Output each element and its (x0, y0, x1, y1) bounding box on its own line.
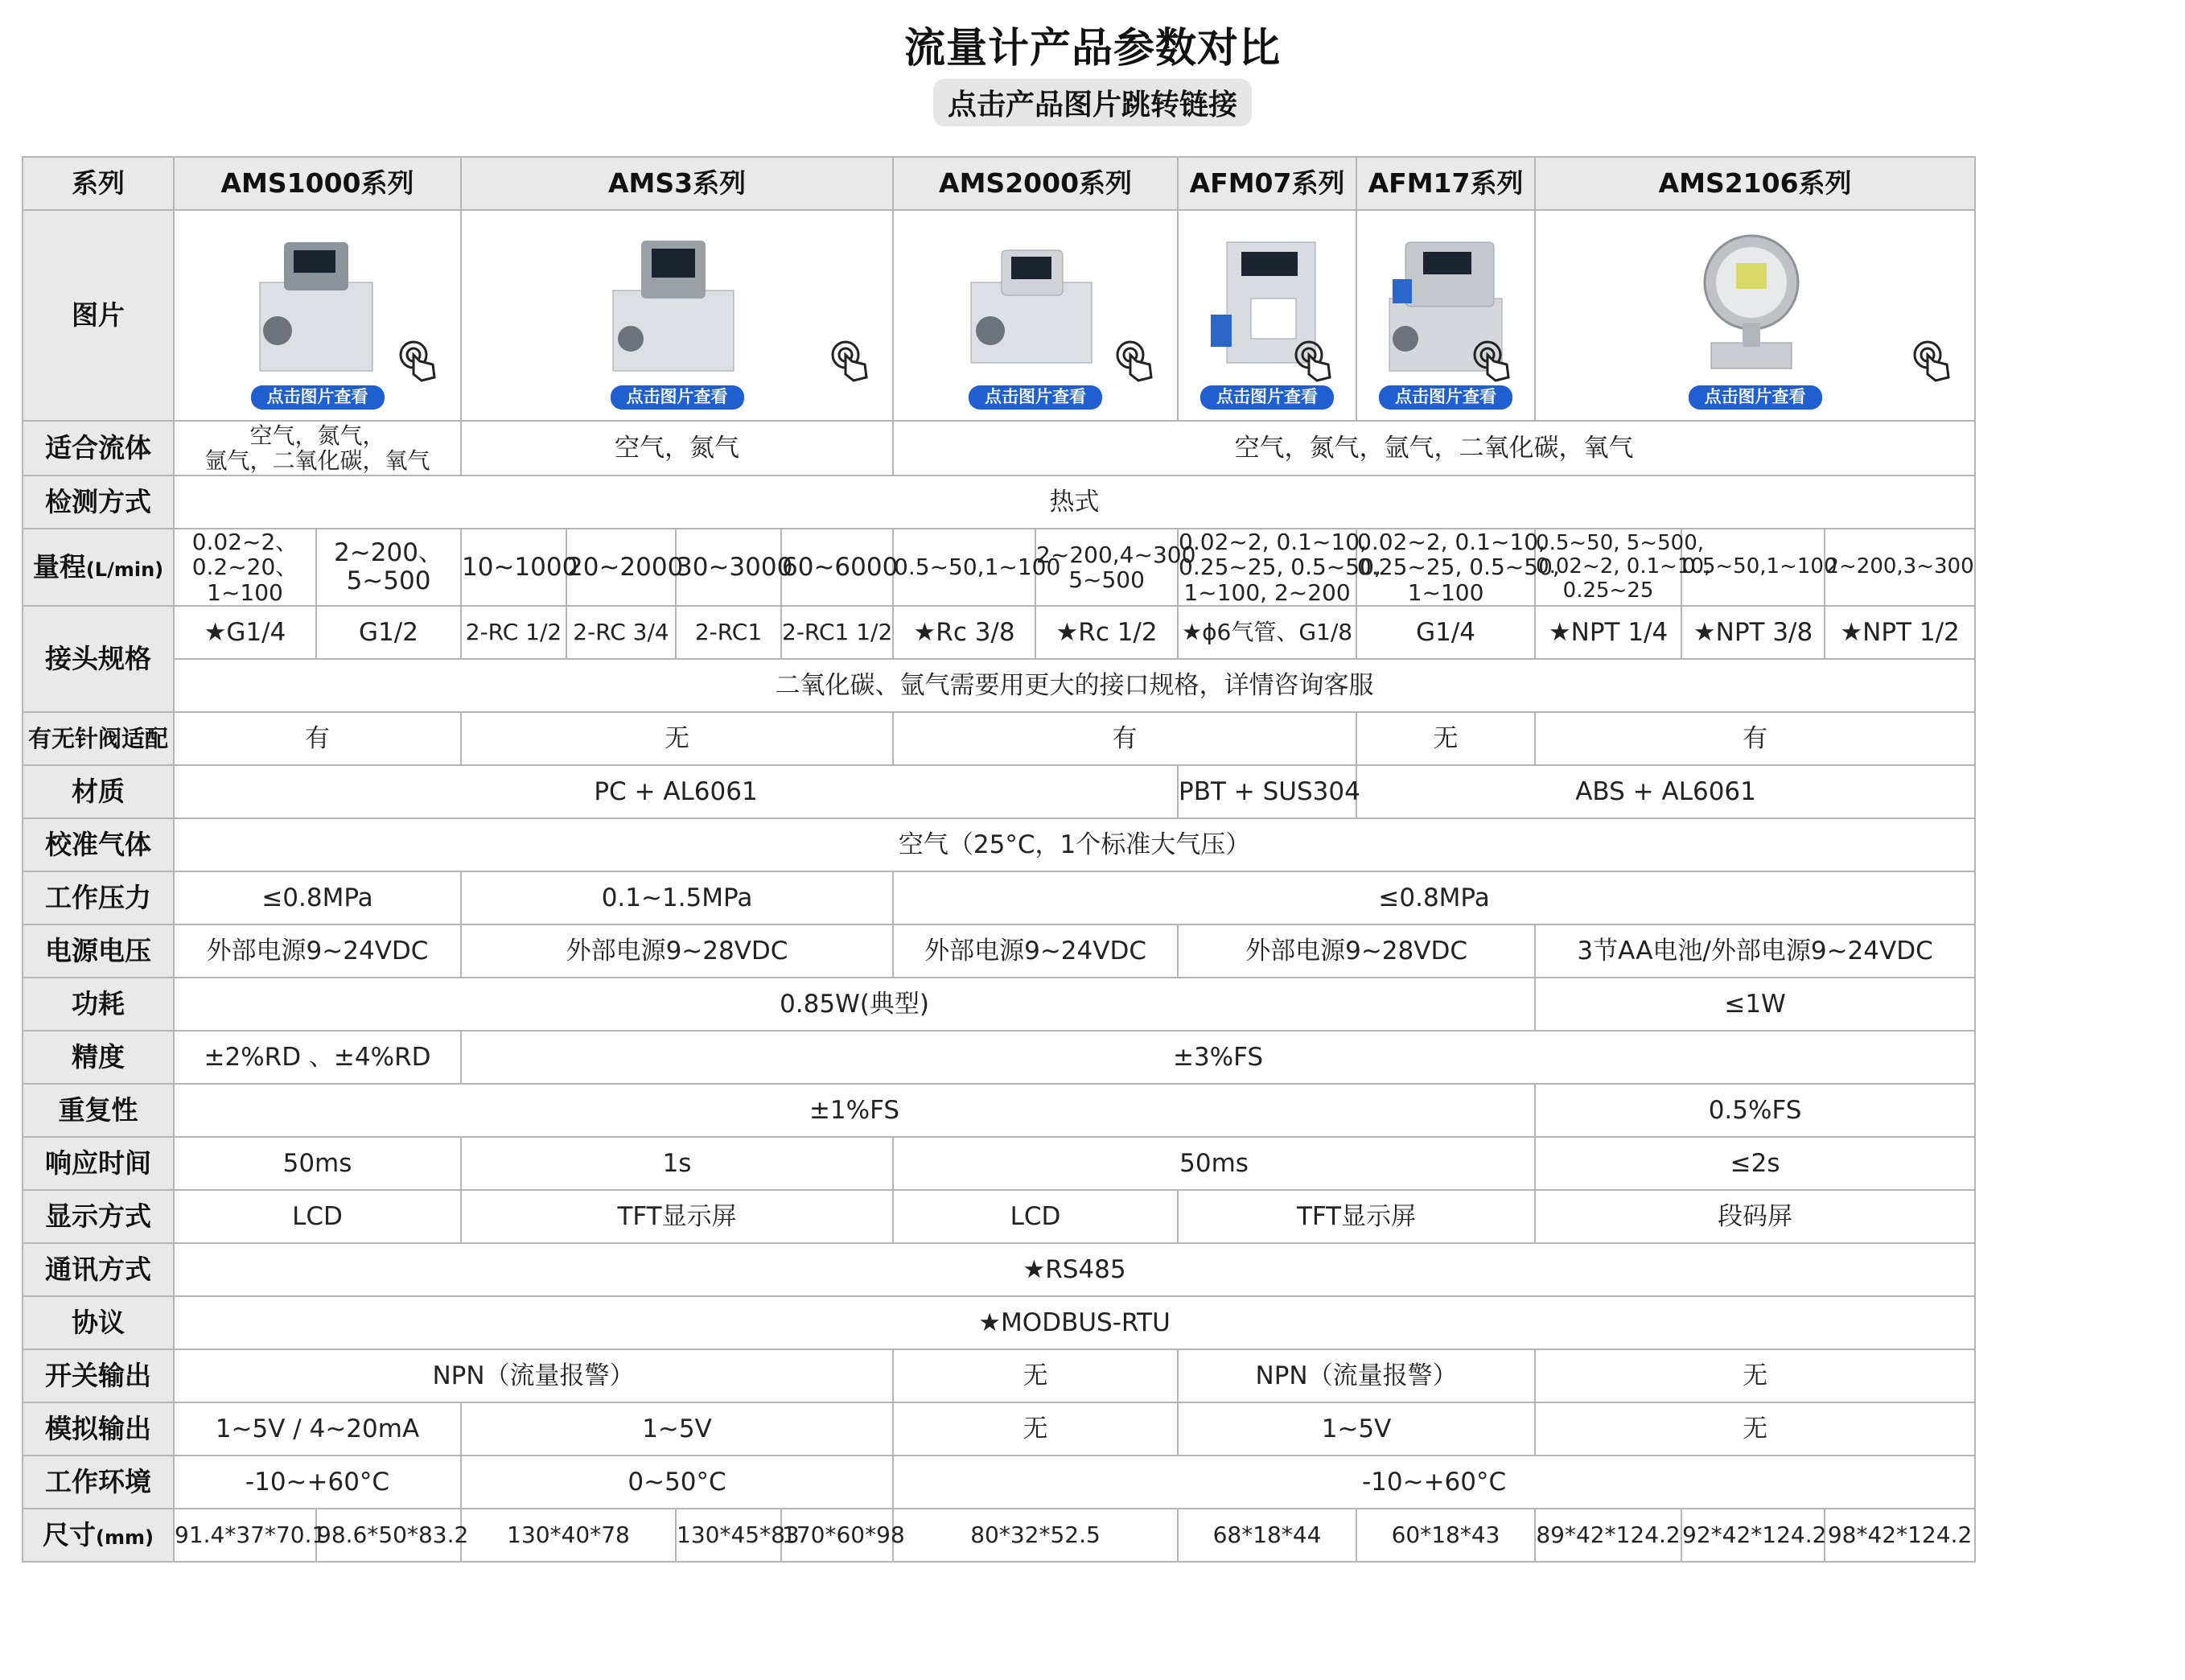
accuracy-b: ±3%FS (461, 1031, 1975, 1084)
analog-e: 无 (1535, 1402, 1975, 1456)
size-c2: 98.6*50*83.2 (316, 1509, 461, 1562)
size-c12: 92*42*124.2 (1681, 1509, 1825, 1562)
needle-afm17: 无 (1356, 712, 1535, 765)
conn-c5: 2-RC1 (676, 606, 781, 659)
page-title: 流量计产品参数对比 (903, 25, 1281, 72)
size-c1: 91.4*37*70.1 (174, 1509, 316, 1562)
row-needle (23, 712, 1975, 765)
label-accuracy: 精度 (23, 1031, 174, 1084)
row-picture (23, 210, 1975, 421)
voltage-d: 外部电源9~28VDC (1178, 924, 1535, 978)
label-protocol: 协议 (23, 1296, 174, 1349)
row-repeat (23, 1084, 1975, 1137)
analog-c: 无 (893, 1402, 1178, 1456)
size-c5: 130*45*83 (676, 1509, 781, 1562)
label-power: 功耗 (23, 978, 174, 1031)
comparison-table (22, 156, 1976, 1563)
label-repeat: 重复性 (23, 1084, 174, 1137)
range-c5: 30~3000 (676, 529, 781, 606)
fluid-rest: 空气，氮气，氩气，二氧化碳，氧气 (893, 421, 1975, 476)
conn-c11: ★NPT 1/4 (1535, 606, 1681, 659)
label-series: 系列 (23, 157, 174, 210)
size-c10: 60*18*43 (1356, 1509, 1535, 1562)
tap-hand-icon (1910, 339, 1955, 384)
picture-ams2000[interactable] (893, 210, 1178, 421)
needle-ams3: 无 (461, 712, 893, 765)
material-c: ABS + AL6061 (1356, 765, 1975, 818)
display-a: LCD (174, 1190, 461, 1243)
conn-c3: 2-RC 1/2 (461, 606, 566, 659)
size-c7: 80*32*52.5 (893, 1509, 1178, 1562)
accuracy-a: ±2%RD 、±4%RD (174, 1031, 461, 1084)
label-display: 显示方式 (23, 1190, 174, 1243)
view-picture-button[interactable]: 点击图片查看 (969, 385, 1102, 410)
range-c9: 0.02~2, 0.1~10, 0.25~25, 0.5~50, 1~100, 2~200 (1179, 529, 1381, 606)
display-c: LCD (893, 1190, 1178, 1243)
flow-meter-product-icon[interactable] (605, 226, 742, 387)
row-comm (23, 1243, 1975, 1296)
range-c3: 10~1000 (461, 529, 566, 606)
row-display (23, 1190, 1975, 1243)
switch-a: NPN（流量报警） (174, 1349, 893, 1402)
row-conn-note (23, 659, 1975, 712)
conn-c1: ★G1/4 (174, 606, 316, 659)
label-picture: 图片 (23, 210, 174, 421)
fluid-ams1000: 空气，氮气， 氩气，二氧化碳，氧气 (174, 421, 461, 476)
repeat-a: ±1%FS (174, 1084, 1535, 1137)
label-response: 响应时间 (23, 1137, 174, 1190)
flow-meter-product-icon[interactable] (1683, 226, 1820, 387)
row-env (23, 1456, 1975, 1509)
analog-d: 1~5V (1178, 1402, 1535, 1456)
label-analog: 模拟输出 (23, 1402, 174, 1456)
row-range (23, 529, 1975, 606)
size-c6: 170*60*98 (781, 1509, 893, 1562)
row-detect (23, 476, 1975, 529)
pressure-c: ≤0.8MPa (893, 871, 1975, 924)
repeat-b: 0.5%FS (1535, 1084, 1975, 1137)
view-picture-button[interactable]: 点击图片查看 (611, 385, 744, 410)
conn-c6: 2-RC1 1/2 (781, 606, 893, 659)
response-a: 50ms (174, 1137, 461, 1190)
material-a: PC + AL6061 (174, 765, 1178, 818)
label-fluid: 适合流体 (23, 421, 174, 476)
view-picture-button[interactable]: 点击图片查看 (1200, 385, 1334, 410)
row-conn (23, 606, 1975, 659)
env-a: -10~+60°C (174, 1456, 461, 1509)
switch-b: 无 (893, 1349, 1178, 1402)
range-c12: 0.5~50,1~100 (1681, 529, 1825, 606)
conn-c2: G1/2 (316, 606, 461, 659)
row-series (23, 157, 1975, 210)
row-material (23, 765, 1975, 818)
size-c11: 89*42*124.2 (1535, 1509, 1681, 1562)
analog-b: 1~5V (461, 1402, 893, 1456)
row-power (23, 978, 1975, 1031)
picture-ams3[interactable] (461, 210, 893, 421)
conn-c9: ★ɸ6气管、G1/8 (1178, 606, 1356, 659)
row-calib (23, 818, 1975, 871)
picture-ams2106[interactable] (1535, 210, 1975, 421)
range-c4: 20~2000 (566, 529, 676, 606)
tap-hand-icon (1113, 339, 1158, 384)
calib-value: 空气（25°C，1个标准大气压） (174, 818, 1975, 871)
pressure-b: 0.1~1.5MPa (461, 871, 893, 924)
range-c13: 2~200,3~300 (1825, 529, 1975, 606)
range-c6: 60~6000 (781, 529, 893, 606)
series-afm17: AFM17系列 (1356, 157, 1535, 210)
conn-c4: 2-RC 3/4 (566, 606, 676, 659)
range-c7: 0.5~50,1~100 (893, 529, 1035, 606)
comm-value: ★RS485 (174, 1243, 1975, 1296)
range-c11: 0.5~50, 5~500, 0.02~2, 0.1~10, 0.25~25 (1535, 529, 1681, 606)
pressure-a: ≤0.8MPa (174, 871, 461, 924)
series-afm07: AFM07系列 (1178, 157, 1356, 210)
label-switch: 开关输出 (23, 1349, 174, 1402)
row-size (23, 1509, 1975, 1562)
display-e: 段码屏 (1535, 1190, 1975, 1243)
series-ams3: AMS3系列 (461, 157, 893, 210)
label-range: 量程(L/min) (23, 529, 174, 606)
needle-ams2000-afm07: 有 (893, 712, 1356, 765)
range-c8: 2~200,4~300 5~500 (1035, 529, 1178, 606)
view-picture-button[interactable]: 点击图片查看 (1689, 385, 1822, 410)
label-conn: 接头规格 (23, 606, 174, 712)
display-b: TFT显示屏 (461, 1190, 893, 1243)
power-a: 0.85W(典型) (174, 978, 1535, 1031)
tap-hand-icon (396, 339, 441, 384)
display-d: TFT显示屏 (1178, 1190, 1535, 1243)
label-needle: 有无针阀适配 (23, 712, 174, 765)
series-ams1000: AMS1000系列 (174, 157, 461, 210)
needle-ams1000: 有 (174, 712, 461, 765)
picture-ams1000[interactable] (174, 210, 461, 421)
row-analog (23, 1402, 1975, 1456)
row-accuracy (23, 1031, 1975, 1084)
label-pressure: 工作压力 (23, 871, 174, 924)
voltage-a: 外部电源9~24VDC (174, 924, 461, 978)
view-picture-button[interactable]: 点击图片查看 (251, 385, 385, 410)
conn-c10: G1/4 (1356, 606, 1535, 659)
tap-hand-icon (828, 339, 873, 384)
picture-afm07[interactable] (1178, 210, 1356, 421)
row-switch (23, 1349, 1975, 1402)
range-c2: 2~200、 5~500 (316, 529, 461, 606)
flow-meter-product-icon[interactable] (245, 226, 382, 387)
label-voltage: 电源电压 (23, 924, 174, 978)
voltage-e: 3节AA电池/外部电源9~24VDC (1535, 924, 1975, 978)
response-b: 1s (461, 1137, 893, 1190)
label-size: 尺寸(mm) (23, 1509, 174, 1562)
range-c10: 0.02~2, 0.1~10, 0.25~25, 0.5~50, 1~100 (1357, 529, 1560, 606)
voltage-b: 外部电源9~28VDC (461, 924, 893, 978)
label-comm: 通讯方式 (23, 1243, 174, 1296)
env-b: 0~50°C (461, 1456, 893, 1509)
detect-value: 热式 (174, 476, 1975, 529)
conn-c13: ★NPT 1/2 (1825, 606, 1975, 659)
row-fluid (23, 421, 1975, 476)
tap-hand-icon (1291, 339, 1336, 384)
protocol-value: ★MODBUS-RTU (174, 1296, 1975, 1349)
switch-d: 无 (1535, 1349, 1975, 1402)
page-subtitle: 点击产品图片跳转链接 (933, 79, 1252, 126)
analog-a: 1~5V / 4~20mA (174, 1402, 461, 1456)
size-c13: 98*42*124.2 (1825, 1509, 1975, 1562)
label-detect: 检测方式 (23, 476, 174, 529)
row-protocol (23, 1296, 1975, 1349)
conn-c8: ★Rc 1/2 (1035, 606, 1178, 659)
power-b: ≤1W (1535, 978, 1975, 1031)
switch-c: NPN（流量报警） (1178, 1349, 1535, 1402)
conn-note: 二氧化碳、氩气需要用更大的接口规格，详情咨询客服 (174, 659, 1975, 712)
row-voltage (23, 924, 1975, 978)
flow-meter-product-icon[interactable] (963, 226, 1100, 387)
label-env: 工作环境 (23, 1456, 174, 1509)
label-calib: 校准气体 (23, 818, 174, 871)
response-c: 50ms (893, 1137, 1535, 1190)
env-c: -10~+60°C (893, 1456, 1975, 1509)
response-d: ≤2s (1535, 1137, 1975, 1190)
picture-afm17[interactable] (1356, 210, 1535, 421)
voltage-c: 外部电源9~24VDC (893, 924, 1178, 978)
conn-c7: ★Rc 3/8 (893, 606, 1035, 659)
label-material: 材质 (23, 765, 174, 818)
fluid-ams3: 空气，氮气 (461, 421, 893, 476)
size-c9: 68*18*44 (1178, 1509, 1356, 1562)
material-b: PBT + SUS304 (1178, 765, 1356, 818)
size-c3: 130*40*78 (461, 1509, 676, 1562)
conn-c12: ★NPT 3/8 (1681, 606, 1825, 659)
row-pressure (23, 871, 1975, 924)
view-picture-button[interactable]: 点击图片查看 (1379, 385, 1512, 410)
series-ams2000: AMS2000系列 (893, 157, 1178, 210)
needle-ams2106: 有 (1535, 712, 1975, 765)
tap-hand-icon (1470, 339, 1515, 384)
range-c1: 0.02~2、 0.2~20、 1~100 (174, 529, 316, 606)
row-response (23, 1137, 1975, 1190)
series-ams2106: AMS2106系列 (1535, 157, 1975, 210)
